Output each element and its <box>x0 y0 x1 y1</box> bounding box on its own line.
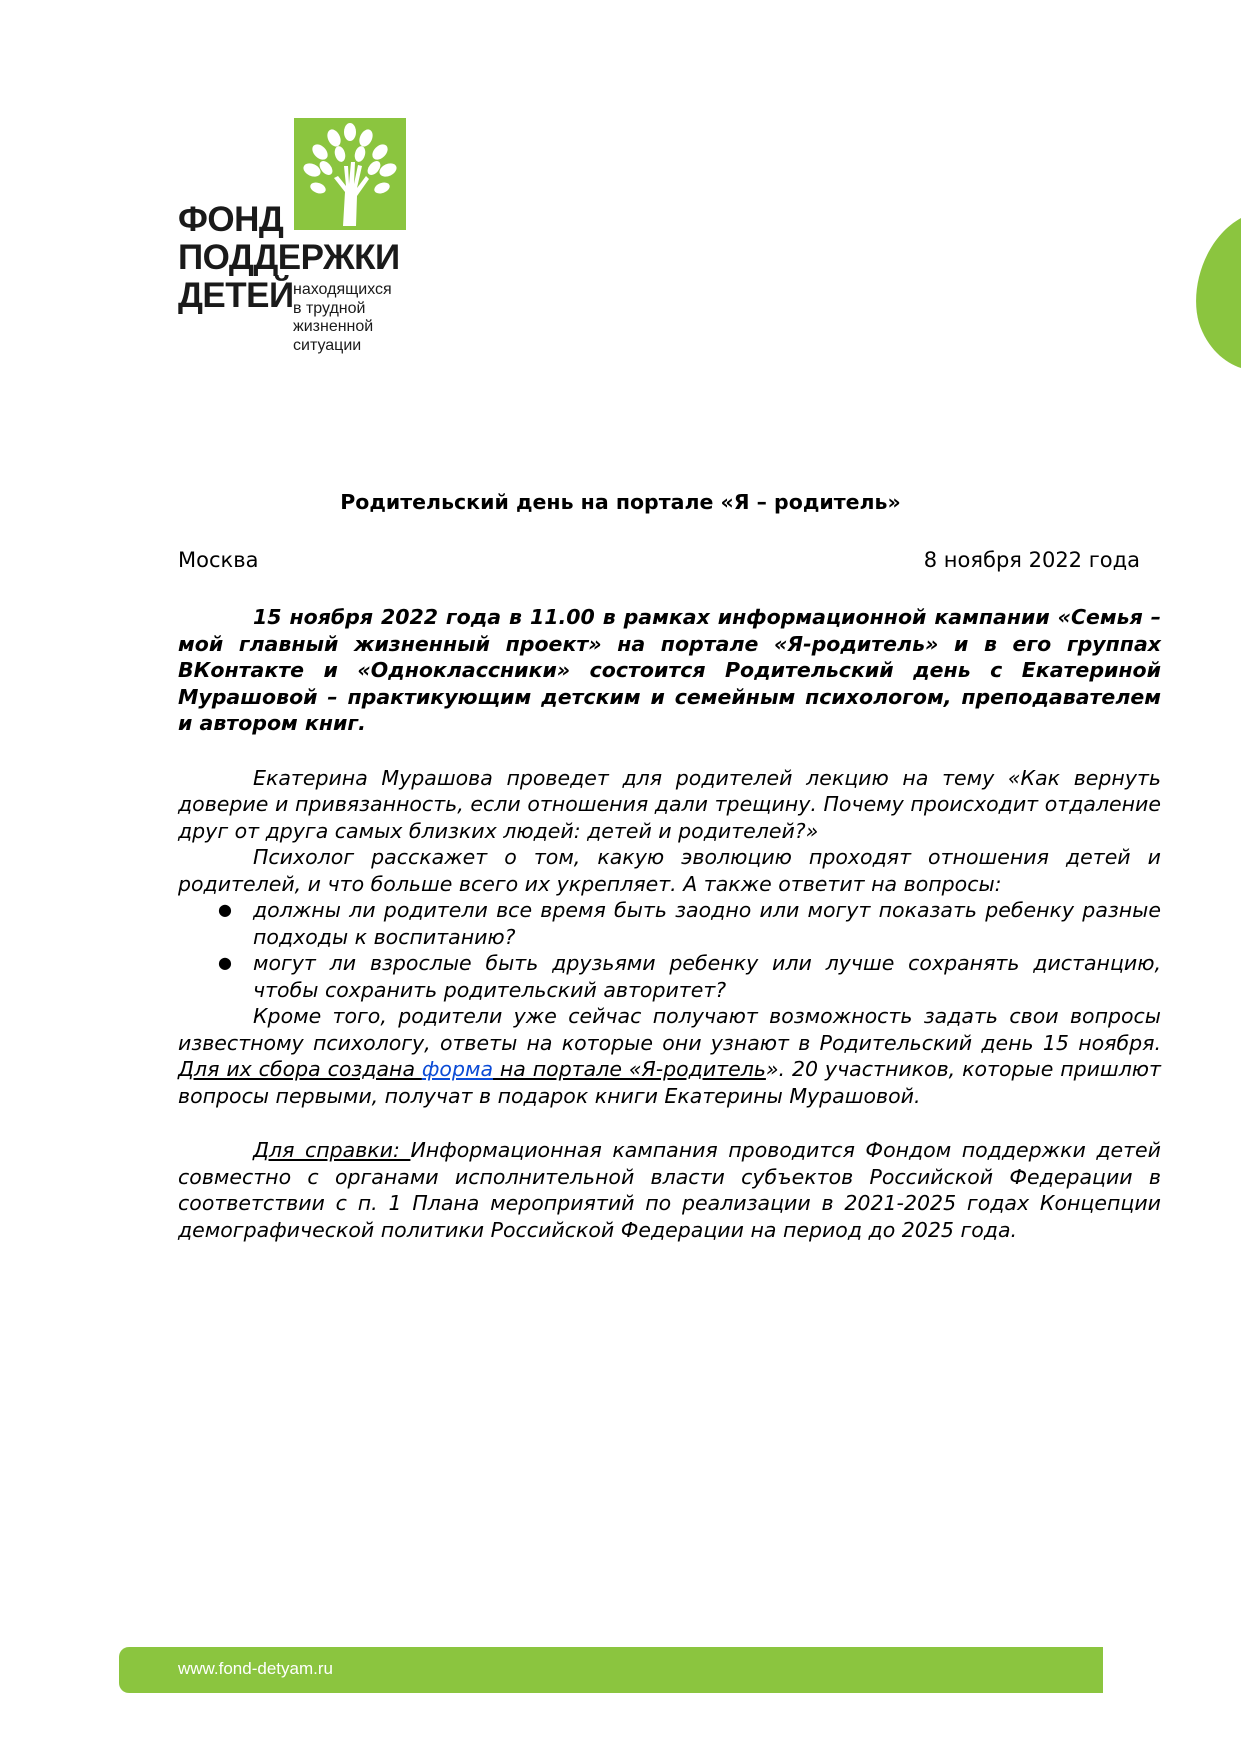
foundation-logo <box>178 118 418 358</box>
bullet-icon: ● <box>218 953 232 972</box>
underlined-text: Для их сбора создана <box>178 1057 422 1081</box>
questions-list <box>178 897 1161 1003</box>
reference-label: Для справки: <box>253 1138 411 1162</box>
lead-paragraph: 15 ноября 2022 года в 11.00 в рамках информационной кампании «Семья – мой главный жизненный проект» на портале «Я-родитель» и в его группах ВКонтакте и «Одноклассники» состоится Родительский день с Екатериной Мурашовой – практикующим детским и семейным психологом, преподавателем и автором книг. <box>178 605 1161 735</box>
document-title: Родительский день на портале «Я – родитель» <box>340 490 901 514</box>
tree-hand-icon <box>294 118 406 230</box>
logo-subtitle-line: ситуации <box>293 336 362 354</box>
logo-subtitle <box>293 281 392 355</box>
logo-line-1: ФОНД <box>178 200 284 239</box>
logo-subtitle-line: находящихся <box>293 281 392 298</box>
paragraph-text: Кроме того, родители уже сейчас получают возможность задать свои вопросы известному психологу, ответы на которые они узнают в Родительский день 15 ноября. <box>178 1004 1161 1055</box>
document-body <box>178 604 1161 1243</box>
logo-subtitle-line: жизненной <box>293 318 374 335</box>
bullet-icon: ● <box>218 900 232 919</box>
paragraph-lecture: Екатерина Мурашова проведет для родителей лекцию на тему «Как вернуть доверие и привязанность, если отношения дали трещину. Почему происходит отдаление друг от друга самых близких людей: детей и родителей?» <box>178 765 1161 843</box>
logo-subtitle-line: в трудной <box>293 299 366 317</box>
logo-line-3: ДЕТЕЙ <box>178 276 294 315</box>
document-date: 8 ноября 2022 года <box>923 548 1140 572</box>
reference-text: Информационная кампания проводится Фондом поддержки детей совместно с органами исполнительной власти субъектов Российской Федерации в соответствии с п. 1 Плана мероприятий по реализации в 2021-2025 годах Концепции демографической политики Российской Федерации на период до 2025 года. <box>178 1138 1161 1242</box>
document-city: Москва <box>178 548 259 572</box>
paragraph-text: ». 20 участников, которые пришлют вопросы первыми, получат в подарок книги Екатерины Мурашовой. <box>178 1057 1161 1108</box>
logo-line-2: ПОДДЕРЖКИ <box>178 238 400 277</box>
decorative-leaf-icon <box>1195 218 1241 368</box>
paragraph-questions-form <box>178 1003 1161 1109</box>
list-item <box>178 950 1161 1003</box>
footer-bar <box>119 1647 1103 1693</box>
footer-url: www.fond-detyam.ru <box>178 1659 333 1678</box>
underlined-text: на портале «Я-родитель <box>493 1057 766 1081</box>
paragraph-psychologist: Психолог расскажет о том, какую эволюцию проходят отношения детей и родителей, и что больше всего их укрепляет. А также ответит на вопросы: <box>178 845 1161 896</box>
list-item-text: должны ли родители все время быть заодно или могут показать ребенку разные подходы к воспитанию? <box>253 898 1161 949</box>
reference-paragraph <box>178 1137 1161 1243</box>
form-link[interactable]: форма <box>421 1057 494 1081</box>
list-item <box>178 897 1161 950</box>
list-item-text: могут ли взрослые быть друзьями ребенку или лучше сохранять дистанцию, чтобы сохранить родительский авторитет? <box>253 951 1161 1002</box>
